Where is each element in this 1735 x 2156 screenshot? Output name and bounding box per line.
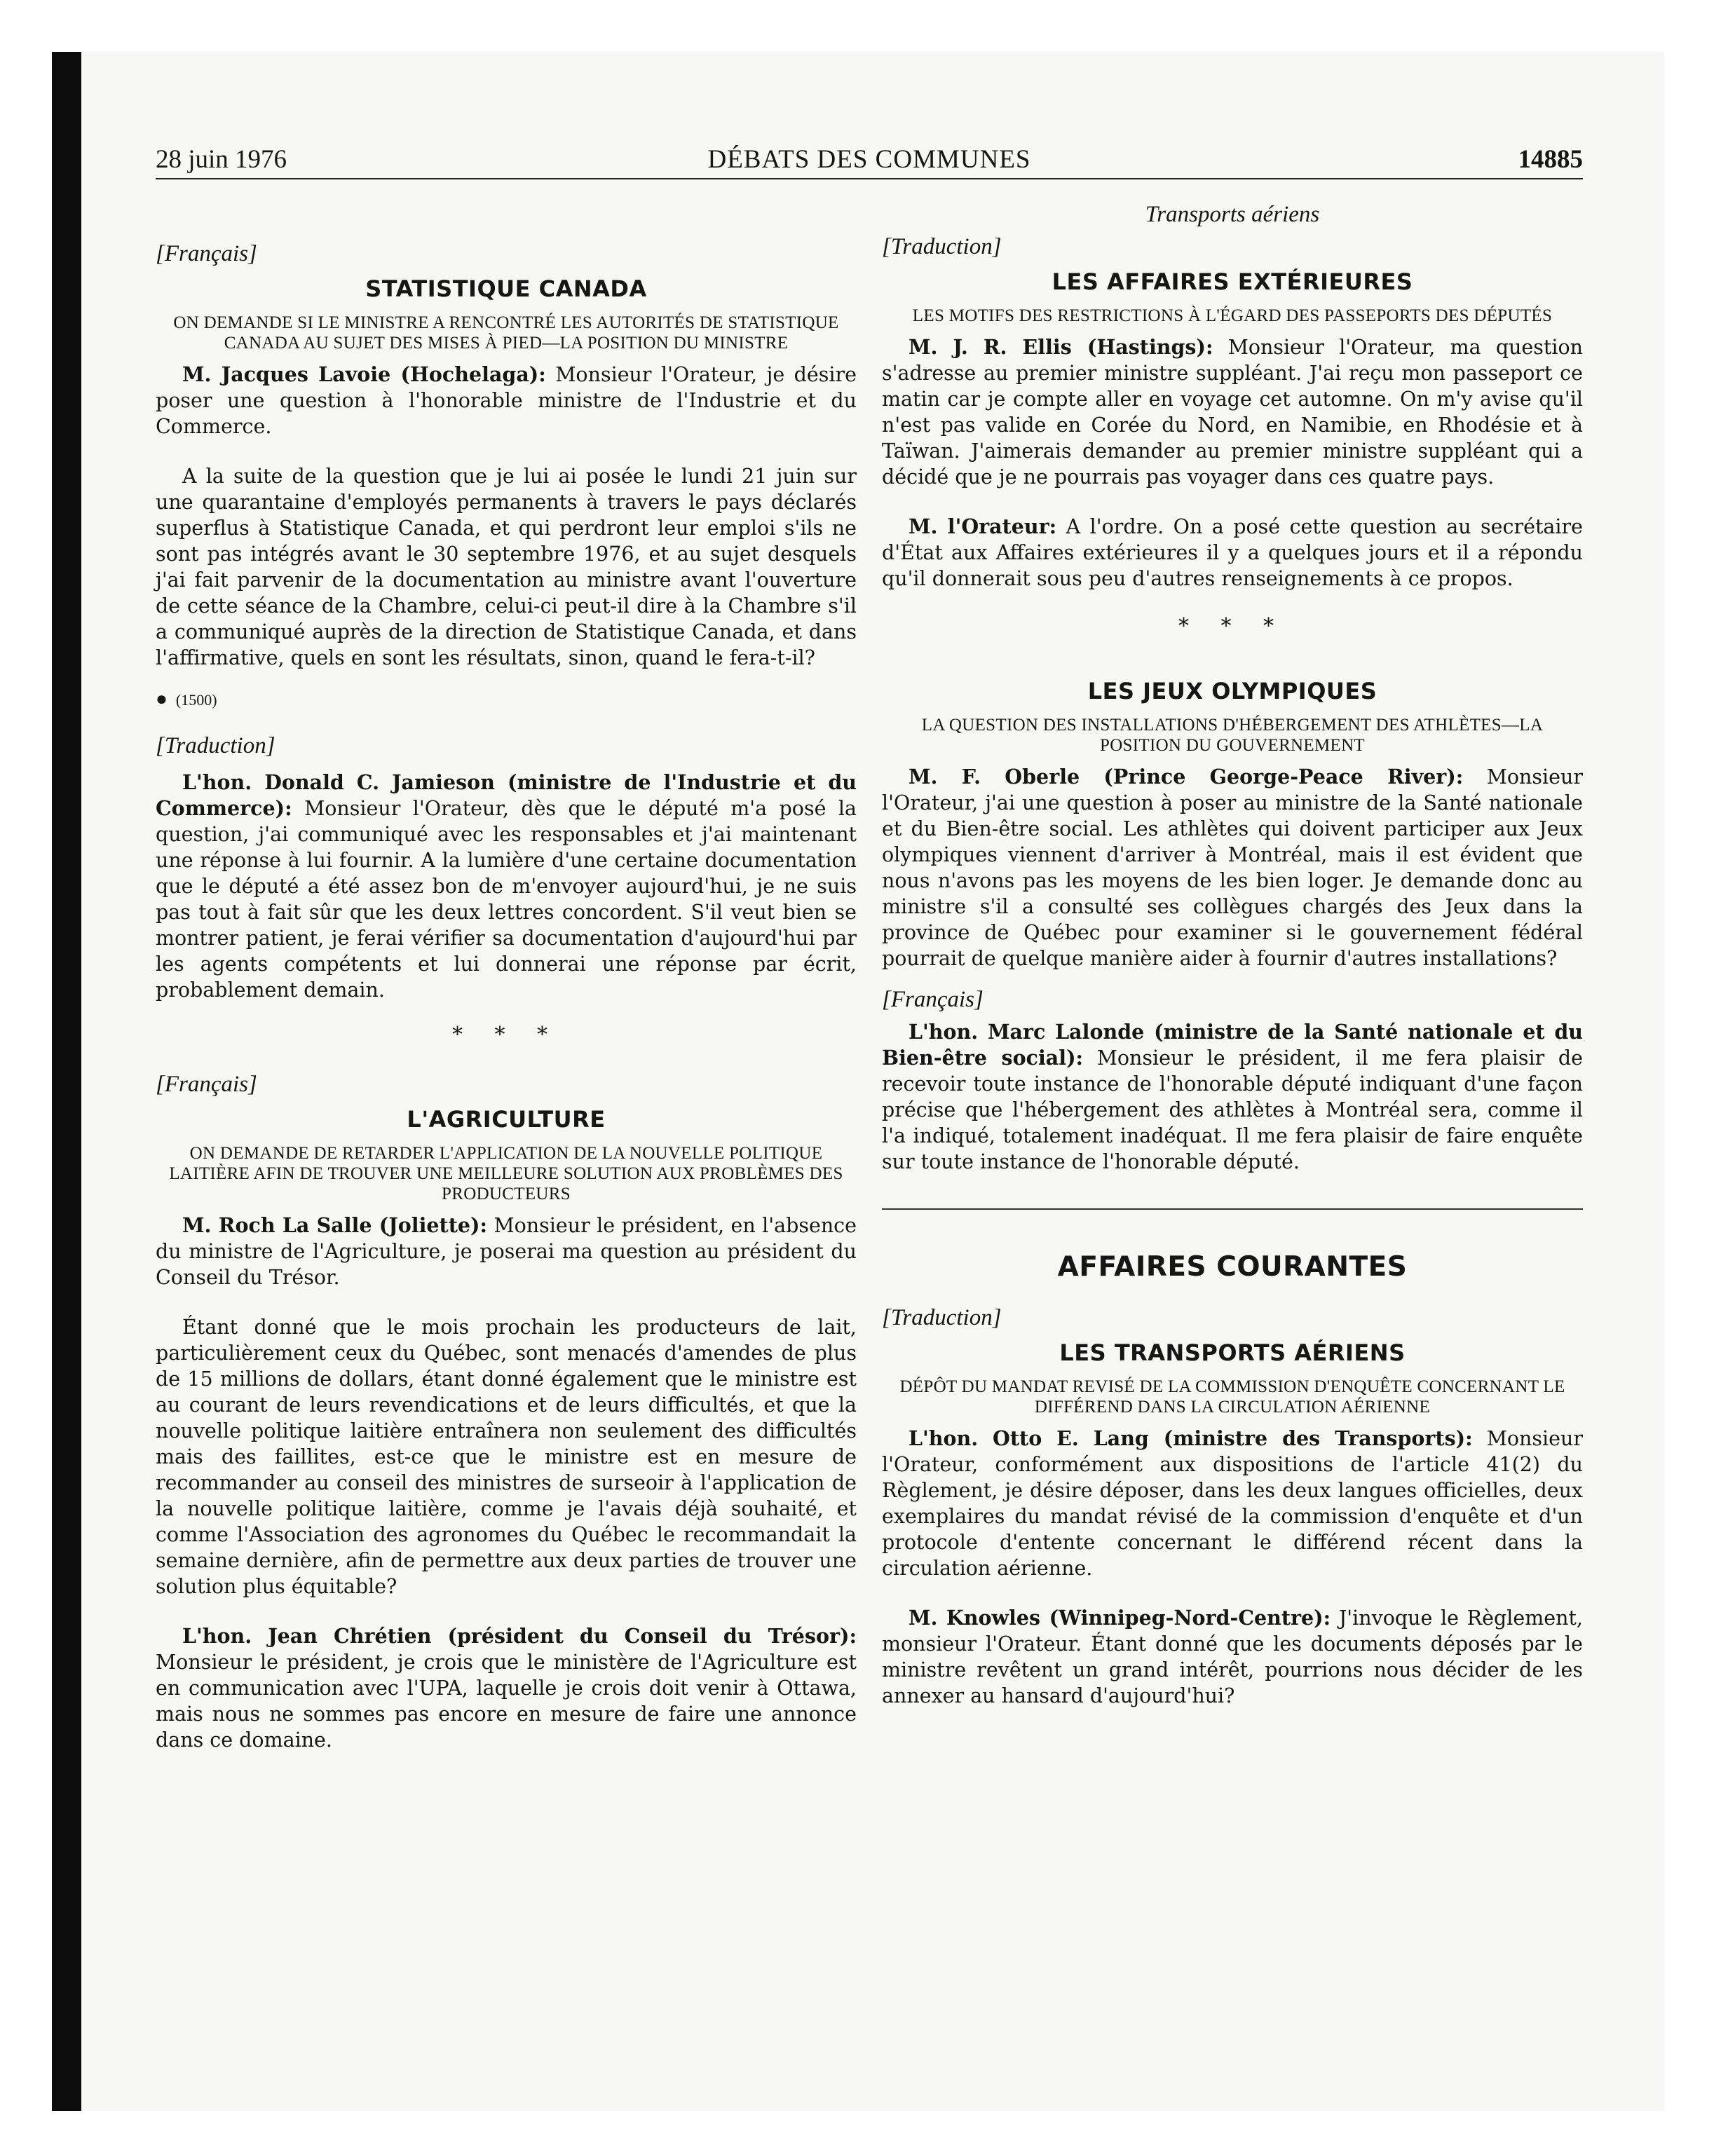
language-marker: [Français] (156, 1072, 257, 1097)
speaker-name: L'hon. Jean Chrétien (président du Conseil du Trésor): (182, 1624, 857, 1648)
speech-text: Monsieur le président, il me fera plaisir de recevoir toute instance de l'honorable député indiquant d'une façon précise que l'hébergement des athlètes à Montréal sera, comme il l'a indiqué, totalement inadéquat. Il me fera plaisir de faire enquête sur toute instance de l'honorable député. (882, 1046, 1583, 1173)
speech-paragraph: Étant donné que le mois prochain les producteurs de lait, particulièrement ceux du Québec, sont menacés d'amendes de plus de 15 millions de dollars, étant donné également que le ministre est au courant de leurs revendications et de leurs difficultés, et que la nouvelle politique laitière entraînera non seulement des difficultés mais des faillites, est-ce que le ministre est en mesure de recommander au conseil des ministres de surseoir à l'application de la nouvelle politique laitière, comme je l'avais déjà souhaité, et comme l'Association des agronomes du Québec le recommandait la semaine dernière, afin de permettre aux deux parties de trouver une solution plus équitable? (156, 1316, 857, 1598)
speech-paragraph (882, 514, 1583, 592)
language-marker: [Français] (156, 241, 257, 266)
section-subheading: ON DEMANDE SI LE MINISTRE A RENCONTRÉ LES AUTORITÉS DE STATISTIQUE CANADA AU SUJET DES MISES À PIED—LA POSITION DU MINISTRE (173, 313, 839, 353)
left-column (156, 189, 857, 1753)
speaker-name: M. l'Orateur: (909, 514, 1057, 538)
speech-paragraph (882, 1426, 1583, 1581)
language-marker: [Français] (882, 987, 984, 1012)
section-subheading: DÉPÔT DU MANDAT REVISÉ DE LA COMMISSION D'ENQUÊTE CONCERNANT LE DIFFÉREND DANS LA CIRCULATION AÉRIENNE (899, 1377, 1565, 1417)
speech-text: Monsieur l'Orateur, ma question s'adresse au premier ministre suppléant. J'ai reçu mon passeport ce matin car je compte aller en voyage cet automne. On m'y avise qu'il n'est pas valide en Corée du Nord, en Namibie, en Rhodésie et à Taïwan. J'aimerais demander au premier ministre suppléant qui a décidé que je ne pourrais pas voyager dans ces quatre pays. (882, 336, 1583, 489)
time-marker (156, 689, 857, 711)
speaker-name: L'hon. Donald C. Jamieson (ministre de l'Industrie et du Commerce): (156, 770, 857, 820)
speech-text: A l'ordre. On a posé cette question au secrétaire d'État aux Affaires extérieures il y a quelques jours et il a répondu qu'il donnerait sous peu d'autres renseignements à ce propos. (882, 515, 1584, 590)
speech-paragraph (882, 764, 1583, 971)
speaker-name: M. Jacques Lavoie (Hochelaga): (182, 362, 546, 386)
time-marker-text: (1500) (175, 691, 217, 709)
speaker-name: M. F. Oberle (Prince George-Peace River): (909, 765, 1464, 789)
speaker-name: L'hon. Marc Lalonde (ministre de la Santé nationale et du Bien-être social): (882, 1020, 1583, 1070)
header-title: DÉBATS DES COMMUNES (707, 145, 1031, 174)
section-heading: LES JEUX OLYMPIQUES (1087, 678, 1377, 704)
speech-text: Monsieur le président, je crois que le ministère de l'Agriculture est en communication avec l'UPA, laquelle je crois doit venir à Ottawa, mais nous ne sommes pas encore en mesure de faire une annonce dans ce domaine. (156, 1651, 857, 1752)
speech-paragraph: A la suite de la question que je lui ai posée le lundi 21 juin sur une quarantaine d'employés permanents à travers le pays déclarés superflus à Statistique Canada, et qui perdront leur emploi s'ils ne sont pas intégrés avant le 30 septembre 1976, et au sujet desquels j'ai fait parvenir de la documentation au ministre avant l'ouverture de cette séance de la Chambre, celui-ci peut-il dire à la Chambre s'il a communiqué auprès de la direction de Statistique Canada, et dans l'affirmative, quels en sont les résultats, sinon, quand le fera-t-il? (156, 465, 857, 669)
speech-paragraph (882, 1019, 1583, 1175)
binding-edge (52, 52, 81, 2111)
section-heading: L'AGRICULTURE (407, 1106, 606, 1133)
language-marker: [Traduction] (882, 234, 1002, 259)
speech-paragraph (882, 334, 1583, 490)
speech-paragraph (156, 1623, 857, 1753)
speech-text: Monsieur le président, en l'absence du ministre de l'Agriculture, je poserai ma question au président du Conseil du Trésor. (156, 1214, 857, 1289)
speech-paragraph (156, 1213, 857, 1290)
speech-text: Monsieur l'Orateur, dès que le député m'a posé la question, j'ai communiqué avec les responsables et j'ai maintenant une réponse à lui fournir. A la lumière d'une certaine documentation que le député a été assez bon de m'envoyer aujourd'hui, je ne suis pas tout à fait sûr que les deux lettres concordent. S'il veut bien se montrer patient, je ferai vérifier sa documentation d'aujourd'hui par les agents compétents et lui donnerai une réponse par écrit, probablement demain. (156, 797, 857, 1002)
speech-text: Monsieur l'Orateur, je désire poser une question à l'honorable ministre de l'Industrie et du Commerce. (156, 363, 857, 438)
section-heading: AFFAIRES COURANTES (1057, 1251, 1408, 1283)
section-subheading: LA QUESTION DES INSTALLATIONS D'HÉBERGEMENT DES ATHLÈTES—LA POSITION DU GOUVERNEMENT (921, 716, 1544, 755)
right-column (882, 189, 1583, 1709)
running-subject: Transports aériens (1145, 202, 1320, 227)
bullet-icon: ● (156, 688, 168, 710)
section-heading: STATISTIQUE CANADA (365, 275, 647, 302)
speech-text: Monsieur l'Orateur, j'ai une question à poser au ministre de la Santé nationale et du Bien-être social. Les athlètes qui doivent participer aux Jeux olympiques viennent d'arriver à Montréal, mais il est évident que nous n'avons pas les moyens de les bien loger. Je demande donc au ministre s'il a consulté ses collègues chargés des Jeux dans la province de Québec pour examiner si le gouvernement fédéral pourrait de quelque manière aider à fournir d'autres installations? (882, 765, 1584, 970)
section-heading: LES AFFAIRES EXTÉRIEURES (1052, 268, 1413, 295)
section-separator: * * * (451, 1023, 561, 1047)
language-marker: [Traduction] (156, 733, 275, 758)
speech-text: J'invoque le Règlement, monsieur l'Orateur. Étant donné que les documents déposés par le ministre revêtent un grand intérêt, pourrions nous décider de les annexer au hansard d'aujourd'hui? (882, 1606, 1583, 1707)
speech-paragraph (156, 770, 857, 1003)
header-rule (156, 178, 1583, 179)
speech-paragraph (156, 362, 857, 439)
language-marker: [Traduction] (882, 1305, 1002, 1330)
page-header (156, 144, 1583, 179)
speaker-name: M. J. R. Ellis (Hastings): (909, 335, 1213, 359)
section-subheading: LES MOTIFS DES RESTRICTIONS À L'ÉGARD DES PASSEPORTS DES DÉPUTÉS (912, 306, 1553, 325)
speech-text: Monsieur l'Orateur, conformément aux dispositions de l'article 41(2) du Règlement, je désire déposer, dans les deux langues officielles, deux exemplaires du mandat révisé de la commission d'enquête et d'un protocole d'entente concernant le différend récent dans la circulation aérienne. (882, 1427, 1583, 1580)
section-heading: LES TRANSPORTS AÉRIENS (1059, 1339, 1406, 1366)
section-subheading: ON DEMANDE DE RETARDER L'APPLICATION DE LA NOUVELLE POLITIQUE LAITIÈRE AFIN DE TROUVER UNE MEILLEURE SOLUTION AUX PROBLÈMES DES PRODUCTEURS (169, 1144, 843, 1203)
section-separator: * * * (1178, 614, 1287, 639)
speaker-name: M. Knowles (Winnipeg-Nord-Centre): (909, 1606, 1331, 1630)
header-date: 28 juin 1976 (156, 145, 287, 174)
header-page-number: 14885 (1518, 145, 1583, 174)
section-divider (882, 1208, 1583, 1210)
speaker-name: L'hon. Otto E. Lang (ministre des Transports): (909, 1426, 1473, 1450)
speaker-name: M. Roch La Salle (Joliette): (182, 1213, 488, 1237)
speech-paragraph (882, 1605, 1583, 1709)
